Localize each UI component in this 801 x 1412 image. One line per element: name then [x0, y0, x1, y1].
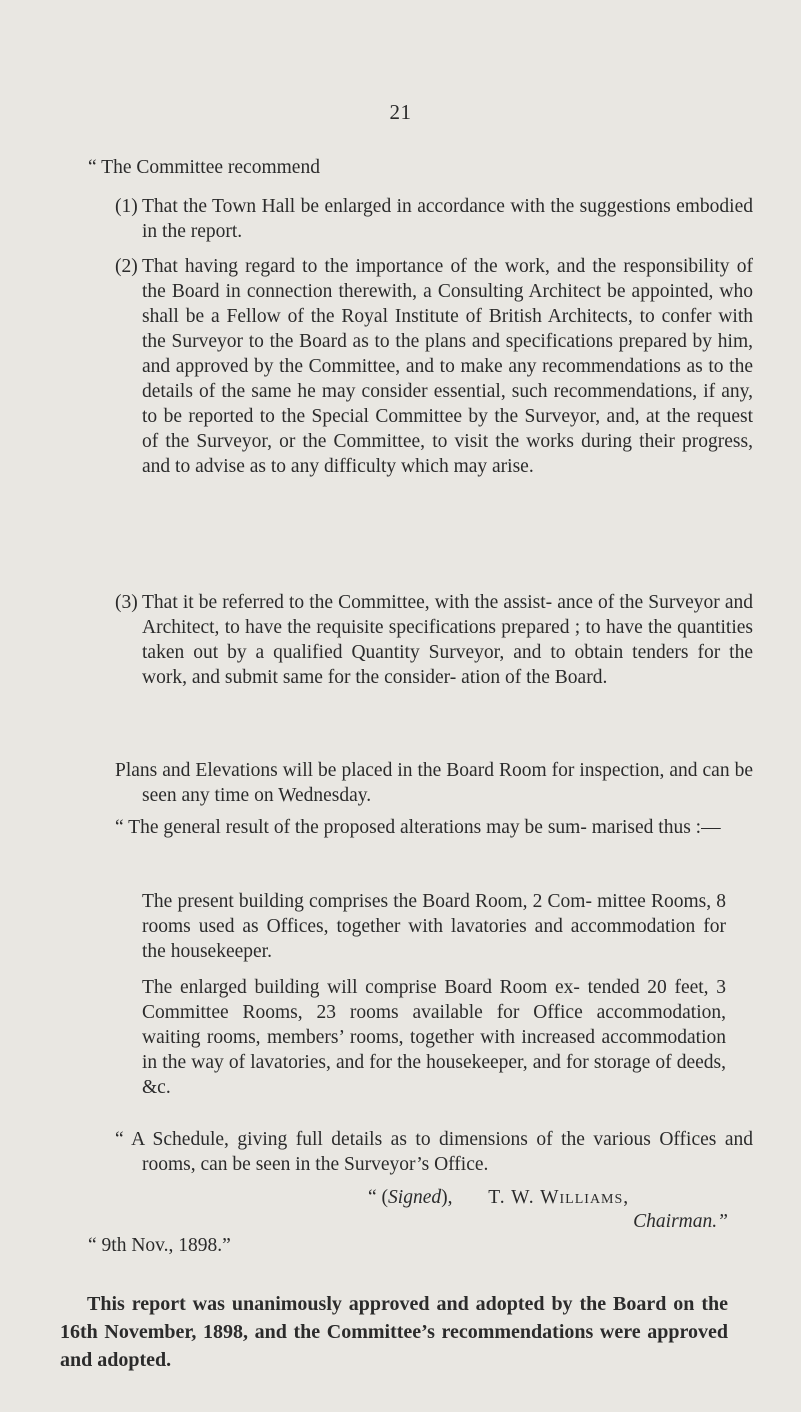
recommendation-2-number: (2): [115, 256, 138, 277]
plans-note-text: Plans and Elevations will be placed in the Board Room for inspection, and can be seen any time on Wednesday.: [115, 760, 753, 806]
page-number: 21: [389, 100, 412, 124]
signatory-title-line: [560, 1209, 728, 1234]
signed-prefix: “ (: [368, 1187, 389, 1208]
general-result: [115, 815, 753, 840]
recommendation-1: [115, 194, 753, 244]
final-statement-text: This report was unanimously approved and adopted by the Board on the 16th November, 1898, and the Committee’s recommendations were approved and adopted.: [60, 1293, 728, 1371]
enlarged-building: [142, 975, 726, 1100]
intro-text: “ The Committee recommend: [88, 157, 320, 178]
recommendation-3-text: That it be referred to the Committee, with the assist- ance of the Surveyor and Architect, to have the requisite specifications prepared ; to have the quantities taken out by a qualified Quantity Surveyor, and to obtain tenders for the work, and submit same for the consider- ation of the Board.: [142, 592, 753, 688]
general-result-text: “ The general result of the proposed alterations may be sum- marised thus :—: [115, 817, 721, 838]
recommendation-1-number: (1): [115, 196, 138, 217]
present-building: [142, 889, 726, 964]
recommendation-2: [115, 254, 753, 479]
signature-line: [368, 1185, 728, 1210]
enlarged-building-text: The enlarged building will comprise Board Room ex- tended 20 feet, 3 Committee Rooms, 23 rooms available for Office accommodation, waiting rooms, members’ rooms, together with increased accommodation in the way of lavatories, and for the housekeeper, and for storage of deeds, &c.: [142, 977, 726, 1098]
report-date: “ 9th Nov., 1898.”: [88, 1235, 231, 1256]
signatory-title: Chairman.”: [633, 1211, 728, 1232]
recommendation-2-text: That having regard to the importance of the work, and the responsibility of the Board in connection therewith, a Consulting Architect be appointed, who shall be a Fellow of the Royal Institute of British Architects, to confer with the Surveyor to the Board as to the plans and specifications prepared by him, and approved by the Committee, and to make any recommendations as to the details of the same he may consider essential, such recommendations, if any, to be reported to the Special Committee by the Surveyor, and, at the request of the Surveyor, or the Committee, to visit the works during their progress, and to advise as to any difficulty which may arise.: [142, 256, 753, 477]
intro-line: [88, 155, 728, 180]
recommendation-3: [115, 590, 753, 690]
recommendation-1-text: That the Town Hall be enlarged in accordance with the suggestions embodied in the report.: [142, 196, 753, 242]
recommendation-3-number: (3): [115, 592, 138, 613]
final-statement: [60, 1290, 728, 1374]
plans-note: [115, 758, 753, 808]
signed-suffix: ),: [441, 1187, 453, 1208]
schedule-text: “ A Schedule, giving full details as to dimensions of the various Offices and rooms, can be seen in the Surveyor’s Office.: [115, 1129, 753, 1175]
present-building-text: The present building comprises the Board Room, 2 Com- mittee Rooms, 8 rooms used as Offices, together with lavatories and accommodation for the housekeeper.: [142, 891, 726, 962]
signed-word: Signed: [388, 1187, 442, 1208]
signatory-name: T. W. Williams,: [488, 1187, 630, 1208]
date-line: [88, 1233, 388, 1258]
schedule-note: [115, 1127, 753, 1177]
